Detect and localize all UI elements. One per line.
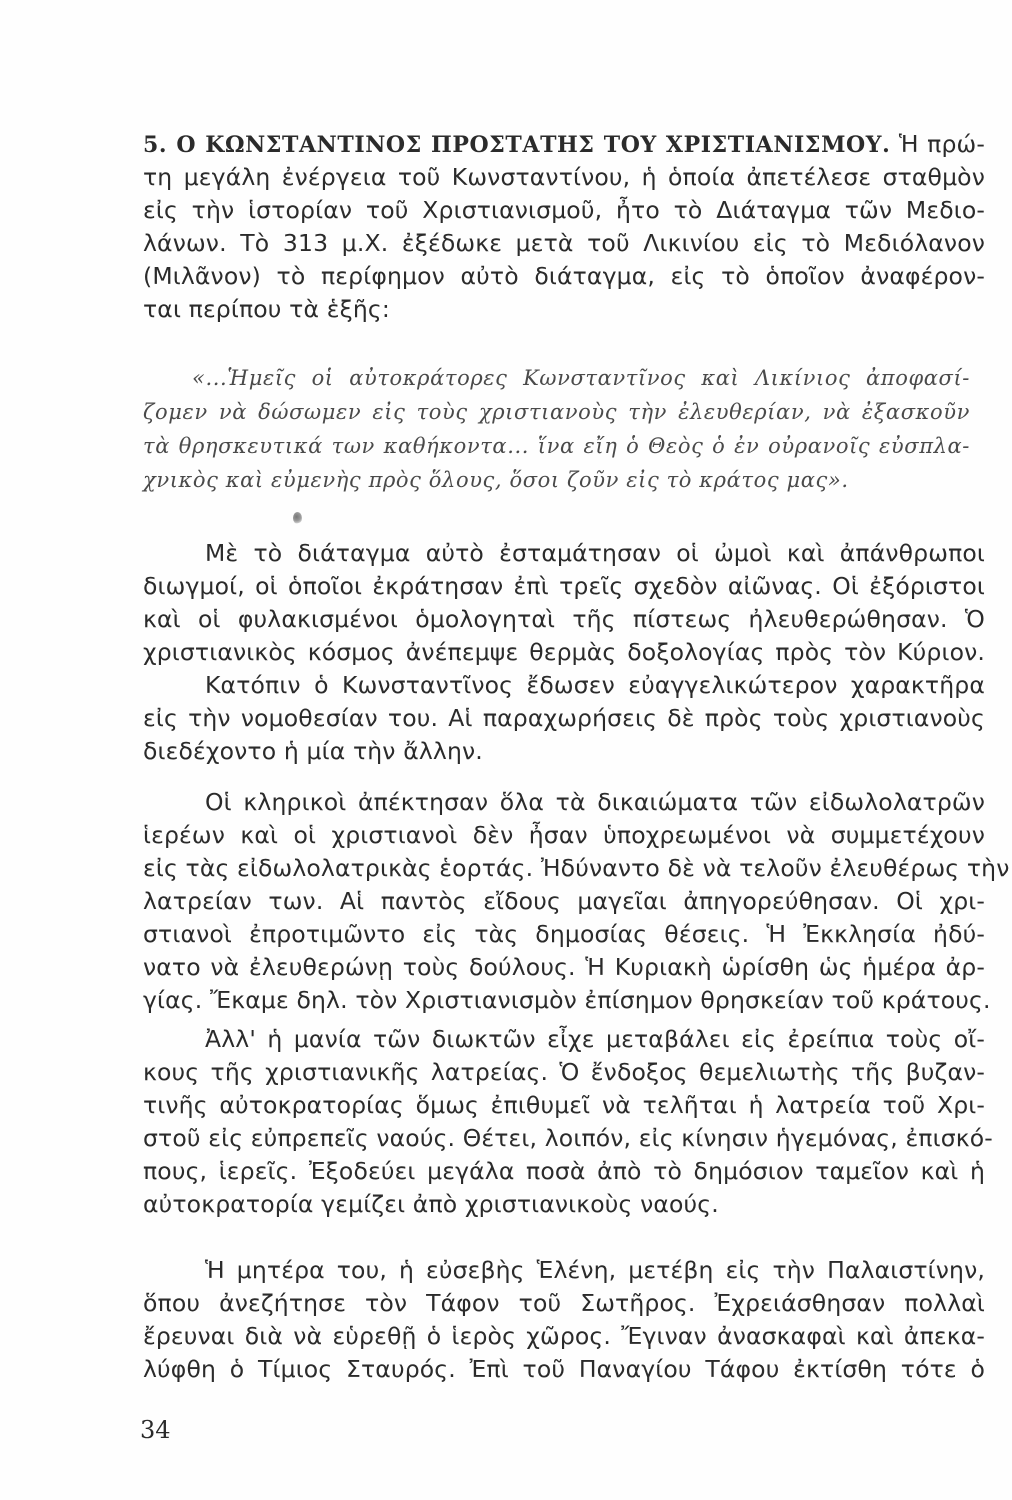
text-line: ὅπου ἀνεζήτησε τὸν Τάφον τοῦ Σωτῆρος. Ἐχρειάσθησαν πολλαὶ — [143, 1289, 985, 1317]
text-line: στιανοὶ ἐπροτιμῶντο εἰς τὰς δημοσίας θέσεις. Ἡ Ἐκκλησία ἠδύ- — [143, 920, 985, 948]
text-line: εἰς τὰς εἰδωλολατρικὰς ἑορτάς. Ἠδύναντο δὲ νὰ τελοῦν ἐλευθέρως τὴν — [143, 854, 1010, 882]
text-line: Κατόπιν ὁ Κωνσταντῖνος ἔδωσεν εὐαγγελικώτερον χαρακτῆρα — [205, 671, 985, 699]
text-line: αὐτοκρατορία γεμίζει ἀπὸ χριστιανικοὺς ναούς. — [143, 1190, 719, 1218]
quote-line: τὰ θρησκευτικά των καθήκοντα... ἵνα εἴη ὁ Θεὸς ὁ ἐν οὐρανοῖς εὐσπλα- — [143, 434, 970, 458]
text-line: Μὲ τὸ διάταγμα αὐτὸ ἐσταμάτησαν οἱ ὠμοὶ καὶ ἀπάνθρωποι — [205, 539, 985, 567]
section-heading-line — [143, 128, 985, 161]
text-line: λύφθη ὁ Τίμιος Σταυρός. Ἐπὶ τοῦ Παναγίου Τάφου ἐκτίσθη τότε ὁ — [143, 1355, 985, 1383]
text-line: τη μεγάλη ἐνέργεια τοῦ Κωνσταντίνου, ἡ ὁποία ἀπετέλεσε σταθμὸν — [143, 163, 985, 191]
text-line: ἱερέων καὶ οἱ χριστιανοὶ δὲν ἦσαν ὑποχρεωμένοι νὰ συμμετέχουν — [143, 821, 985, 849]
quote-line: ζομεν νὰ δώσωμεν εἰς τοὺς χριστιανοὺς τὴν ἐλευθερίαν, νὰ ἐξασκοῦν — [143, 400, 970, 424]
text-line: ται περίπου τὰ ἑξῆς: — [143, 295, 390, 323]
text-line: κους τῆς χριστιανικῆς λατρείας. Ὁ ἔνδοξος θεμελιωτὴς τῆς βυζαν- — [143, 1058, 985, 1086]
text-line: νατο νὰ ἐλευθερώνῃ τοὺς δούλους. Ἡ Κυριακὴ ὡρίσθη ὡς ἡμέρα ἀρ- — [143, 953, 985, 981]
text-line: τινῆς αὐτοκρατορίας ὅμως ἐπιθυμεῖ νὰ τελῆται ἡ λατρεία τοῦ Χρι- — [143, 1091, 985, 1119]
text-line: γίας. Ἔκαμε δηλ. τὸν Χριστιανισμὸν ἐπίσημον θρησκείαν τοῦ κράτους. — [143, 986, 991, 1014]
text-line: διωγμοί, οἱ ὁποῖοι ἐκράτησαν ἐπὶ τρεῖς σχεδὸν αἰῶνας. Οἱ ἐξόριστοι — [143, 572, 985, 600]
text-line: (Μιλᾶνον) τὸ περίφημον αὐτὸ διάταγμα, εἰς τὸ ὁποῖον ἀναφέρον- — [143, 262, 985, 290]
text-line: ἔρευναι διὰ νὰ εὑρεθῇ ὁ ἱερὸς χῶρος. Ἔγιναν ἀνασκαφαὶ καὶ ἀπεκα- — [143, 1322, 985, 1350]
page-number: 34 — [140, 1416, 171, 1444]
text-line: εἰς τὴν ἱστορίαν τοῦ Χριστιανισμοῦ, ἦτο τὸ Διάταγμα τῶν Μεδιο- — [143, 196, 985, 224]
quote-line: χνικὸς καὶ εὐμενὴς πρὸς ὅλους, ὅσοι ζοῦν εἰς τὸ κράτος μας». — [143, 468, 849, 492]
text-line: Ἡ μητέρα του, ἡ εὐσεβὴς Ἑλένη, μετέβη εἰς τὴν Παλαιστίνην, — [205, 1256, 985, 1284]
text-line: λατρείαν των. Αἱ παντὸς εἴδους μαγεῖαι ἀπηγορεύθησαν. Οἱ χρι- — [143, 887, 985, 915]
text-line: καὶ οἱ φυλακισμένοι ὁμολογηταὶ τῆς πίστεως ἠλευθερώθησαν. Ὁ — [143, 605, 985, 633]
text-line: χριστιανικὸς κόσμος ἀνέπεμψε θερμὰς δοξολογίας πρὸς τὸν Κύριον. — [143, 638, 985, 666]
text-line: διεδέχοντο ἡ μία τὴν ἄλλην. — [143, 737, 483, 765]
text-line: Ἀλλ' ἡ μανία τῶν διωκτῶν εἶχε μεταβάλει εἰς ἐρείπια τοὺς οἴ- — [205, 1025, 985, 1053]
text-line: στοῦ εἰς εὐπρεπεῖς ναούς. Θέτει, λοιπόν, εἰς κίνησιν ἡγεμόνας, ἐπισκό- — [143, 1124, 993, 1152]
section-heading: 5. Ο ΚΩΝΣΤΑΝΤΙΝΟΣ ΠΡΟΣΤΑΤΗΣ ΤΟΥ ΧΡΙΣΤΙΑΝΙΣΜΟΥ. — [143, 132, 891, 158]
text-line: εἰς τὴν νομοθεσίαν του. Αἱ παραχωρήσεις δὲ πρὸς τοὺς χριστιανοὺς — [143, 704, 985, 732]
ink-speck — [293, 512, 302, 524]
text-line: λάνων. Τὸ 313 μ.Χ. ἐξέδωκε μετὰ τοῦ Λικινίου εἰς τὸ Μεδιόλανον — [143, 229, 985, 257]
heading-line-tail: Ἡ πρώ- — [898, 130, 985, 158]
text-line: πους, ἱερεῖς. Ἐξοδεύει μεγάλα ποσὰ ἀπὸ τὸ δημόσιον ταμεῖον καὶ ἡ — [143, 1157, 985, 1185]
quote-line: «...Ἡμεῖς οἱ αὐτοκράτορες Κωνσταντῖνος καὶ Λικίνιος ἀποφασί- — [192, 366, 970, 390]
text-line: Οἱ κληρικοὶ ἀπέκτησαν ὅλα τὰ δικαιώματα τῶν εἰδωλολατρῶν — [205, 788, 985, 816]
